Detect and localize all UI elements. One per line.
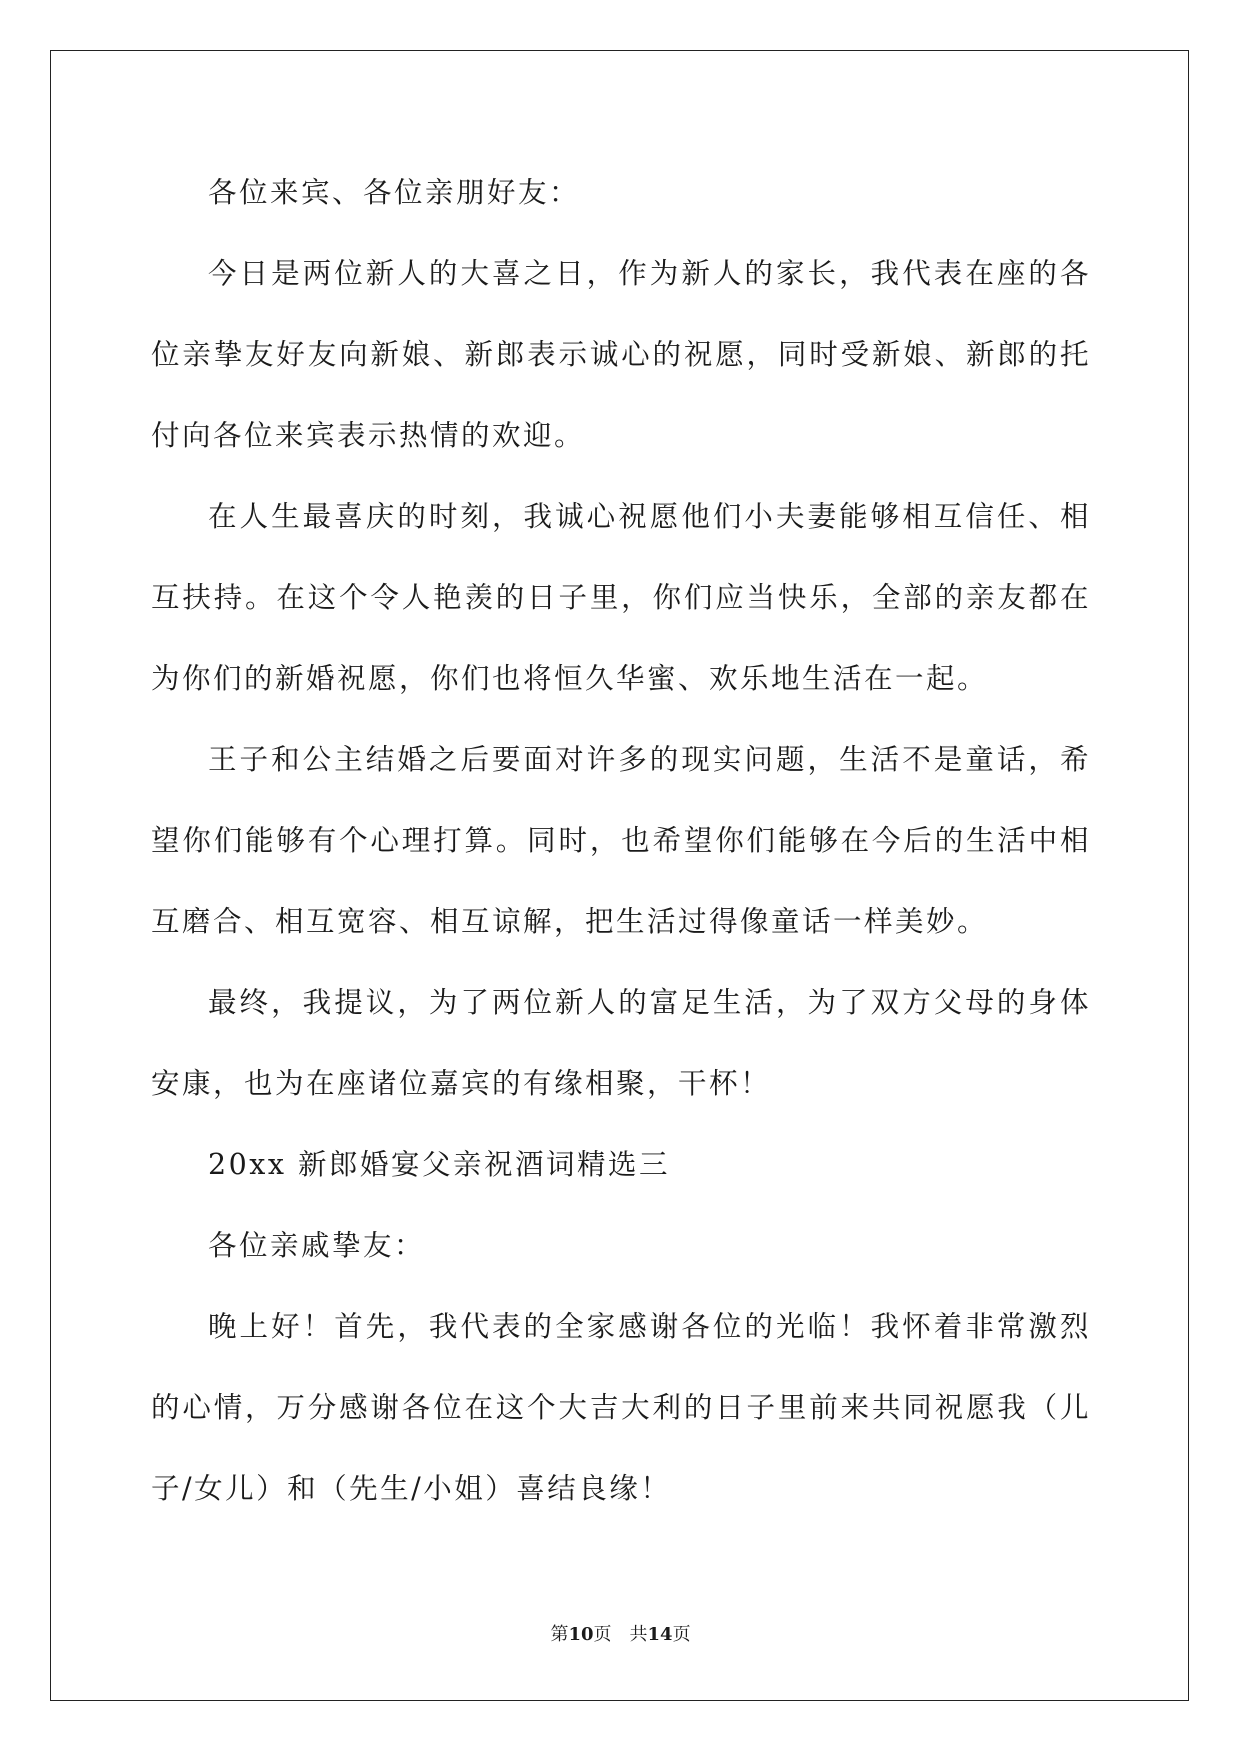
page-footer <box>0 1620 1241 1646</box>
paragraph-greeting: 各位亲戚挚友： <box>208 1229 426 1262</box>
paragraph: 今日是两位新人的大喜之日，作为新人的家长，我代表在座的各位亲挚友好友向新娘、新郎表示诚心的祝愿，同时受新娘、新郎的托付向各位来宾表示热情的欢迎。 <box>151 257 1091 452</box>
current-page-number: 10 <box>568 1624 594 1645</box>
paragraph: 王子和公主结婚之后要面对许多的现实问题，生活不是童话，希望你们能够有个心理打算。同时，也希望你们能够在今后的生活中相互磨合、相互宽容、相互谅解，把生活过得像童话一样美妙。 <box>151 743 1091 938</box>
section-heading: 20xx 新郎婚宴父亲祝酒词精选三 <box>208 1148 670 1181</box>
paragraph: 晚上好！首先，我代表的全家感谢各位的光临！我怀着非常激烈的心情，万分感谢各位在这个大吉大利的日子里前来共同祝愿我（儿子/女儿）和（先生/小姐）喜结良缘！ <box>151 1310 1091 1505</box>
paragraph: 在人生最喜庆的时刻，我诚心祝愿他们小夫妻能够相互信任、相互扶持。在这个令人艳羡的日子里，你们应当快乐，全部的亲友都在为你们的新婚祝愿，你们也将恒久华蜜、欢乐地生活在一起。 <box>151 500 1091 695</box>
total-prefix: 共 <box>629 1624 648 1645</box>
page-suffix: 页 <box>593 1624 612 1645</box>
document-body <box>151 152 1091 1529</box>
total-page-number: 14 <box>647 1624 673 1645</box>
paragraph-greeting: 各位来宾、各位亲朋好友： <box>208 176 581 209</box>
page-prefix: 第 <box>550 1624 569 1645</box>
paragraph: 最终，我提议，为了两位新人的富足生活，为了双方父母的身体安康，也为在座诸位嘉宾的有缘相聚，干杯！ <box>151 986 1091 1100</box>
total-suffix: 页 <box>672 1624 691 1645</box>
